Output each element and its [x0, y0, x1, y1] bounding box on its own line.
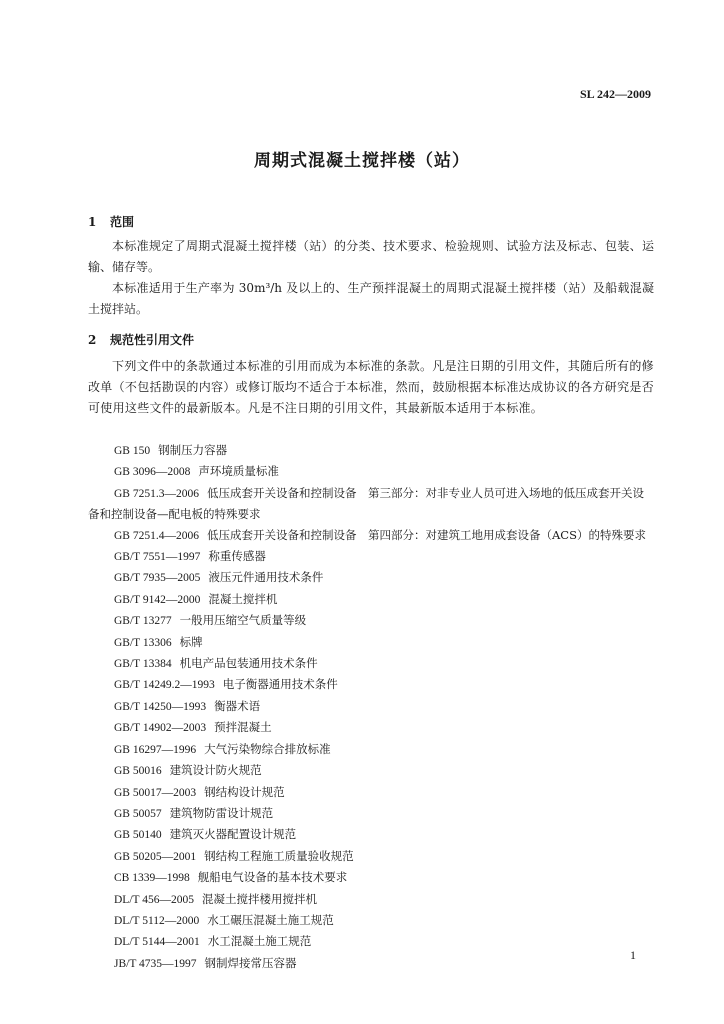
reference-item	[88, 674, 654, 695]
document-title: 周期式混凝土搅拌楼（站）	[254, 151, 470, 171]
reference-title: 机电产品包装通用技术条件	[179, 656, 318, 671]
reference-code: DL/T 5144—2001	[114, 936, 200, 949]
reference-item	[88, 889, 654, 910]
reference-code: GB 16297—1996	[114, 743, 197, 756]
reference-title: 大气污染物综合排放标准	[204, 741, 331, 756]
reference-item	[88, 610, 654, 631]
reference-title: 水工混凝土施工规范	[207, 934, 312, 949]
reference-title: 液压元件通用技术条件	[208, 570, 324, 585]
reference-title: 电子衡器通用技术条件	[222, 677, 338, 692]
reference-item	[88, 953, 654, 974]
reference-title: 标牌	[179, 634, 203, 649]
section-number: 2	[88, 333, 97, 347]
section-heading-normative-references	[88, 331, 194, 348]
reference-title: 预拌混凝土	[214, 720, 272, 735]
reference-item	[88, 803, 654, 824]
reference-code: GB 50057	[114, 807, 162, 820]
reference-code: GB 50016	[114, 765, 162, 778]
scope-paragraph-2: 本标准适用于生产率为 30m³/h 及以上的、生产预拌混凝土的周期式混凝土搅拌楼（站）及船载混凝土搅拌站。	[88, 281, 654, 316]
reference-item	[88, 760, 654, 781]
reference-code: GB/T 13277	[114, 615, 172, 628]
standard-number: SL 242—2009	[579, 87, 651, 101]
reference-item	[88, 910, 654, 931]
reference-code: CB 1339—1998	[114, 872, 190, 885]
reference-title: 建筑设计防火规范	[169, 763, 262, 778]
reference-title: 混凝土搅拌机	[208, 591, 278, 606]
reference-item	[88, 632, 654, 653]
reference-title: 钢制压力容器	[158, 443, 228, 457]
reference-item	[88, 846, 654, 867]
reference-item	[88, 931, 654, 952]
reference-item	[88, 717, 654, 738]
reference-item	[88, 824, 654, 845]
section-title: 范围	[110, 215, 135, 229]
section-title: 规范性引用文件	[110, 333, 195, 347]
reference-code: GB 7251.4—2006	[114, 529, 199, 542]
reference-title: 建筑物防雷设计规范	[169, 805, 274, 820]
reference-item	[88, 525, 654, 546]
reference-code: GB/T 14902—2003	[114, 722, 207, 735]
section-number: 1	[88, 215, 97, 229]
reference-title: 舰船电气设备的基本技术要求	[197, 870, 348, 885]
reference-item	[88, 696, 654, 717]
reference-code: GB/T 14250—1993	[114, 700, 207, 713]
reference-code: GB/T 9142—2000	[114, 593, 201, 606]
reference-code: GB/T 13384	[114, 658, 172, 671]
page-number: 1	[630, 948, 636, 962]
reference-title: 声环境质量标准	[198, 464, 279, 479]
reference-item	[88, 567, 654, 588]
reference-code: DL/T 5112—2000	[114, 914, 200, 927]
reference-item	[88, 782, 654, 803]
reference-item	[88, 483, 654, 525]
reference-code: GB/T 14249.2—1993	[114, 679, 215, 692]
reference-title: 称重传感器	[208, 549, 266, 564]
reference-title: 建筑灭火器配置设计规范	[169, 827, 297, 842]
reference-item	[88, 546, 654, 567]
references-intro-paragraph: 下列文件中的条款通过本标准的引用而成为本标准的条款。凡是注日期的引用文件，其随后所有的修改单（不包括勘误的内容）或修订版均不适合于本标准，然而，鼓励根据本标准达成协议的各方研究是否可使用这些文件的最新版本。凡是不注日期的引用文件，其最新版本适用于本标准。	[88, 359, 654, 415]
reference-code: GB/T 13306	[114, 636, 172, 649]
reference-code: GB 50140	[114, 829, 162, 842]
section-heading-scope	[88, 213, 134, 230]
reference-title: 低压成套开关设备和控制设备 第三部分：对非专业人员可进入场地的低压成套开关设备和控制设备—配电板的特殊要求	[88, 485, 644, 522]
reference-item	[88, 461, 654, 482]
reference-title: 钢结构设计规范	[204, 784, 285, 799]
reference-title: 衡器术语	[214, 698, 261, 713]
reference-code: GB/T 7935—2005	[114, 572, 201, 585]
reference-item	[88, 440, 654, 461]
reference-title: 水工碾压混凝土施工规范	[207, 912, 334, 927]
reference-code: GB 150	[114, 445, 151, 457]
reference-item	[88, 867, 654, 888]
reference-item	[88, 653, 654, 674]
reference-code: GB 3096—2008	[114, 466, 191, 479]
reference-title: 混凝土搅拌楼用搅拌机	[201, 891, 317, 906]
reference-code: JB/T 4735—1997	[114, 957, 197, 970]
scope-paragraph-1: 本标准规定了周期式混凝土搅拌楼（站）的分类、技术要求、检验规则、试验方法及标志、包装、运输、储存等。	[88, 239, 654, 274]
reference-code: GB 7251.3—2006	[114, 487, 199, 500]
reference-title: 低压成套开关设备和控制设备 第四部分：对建筑工地用成套设备（ACS）的特殊要求	[206, 527, 646, 542]
reference-code: GB 50205—2001	[114, 850, 197, 863]
reference-list	[88, 440, 654, 974]
reference-item	[88, 589, 654, 610]
reference-code: DL/T 456—2005	[114, 893, 194, 906]
reference-title: 钢制焊接常压容器	[204, 955, 297, 970]
reference-code: GB/T 7551—1997	[114, 551, 201, 564]
reference-code: GB 50017—2003	[114, 786, 197, 799]
reference-title: 钢结构工程施工质量验收规范	[204, 848, 354, 863]
reference-title: 一般用压缩空气质量等级	[179, 613, 307, 628]
reference-item	[88, 739, 654, 760]
